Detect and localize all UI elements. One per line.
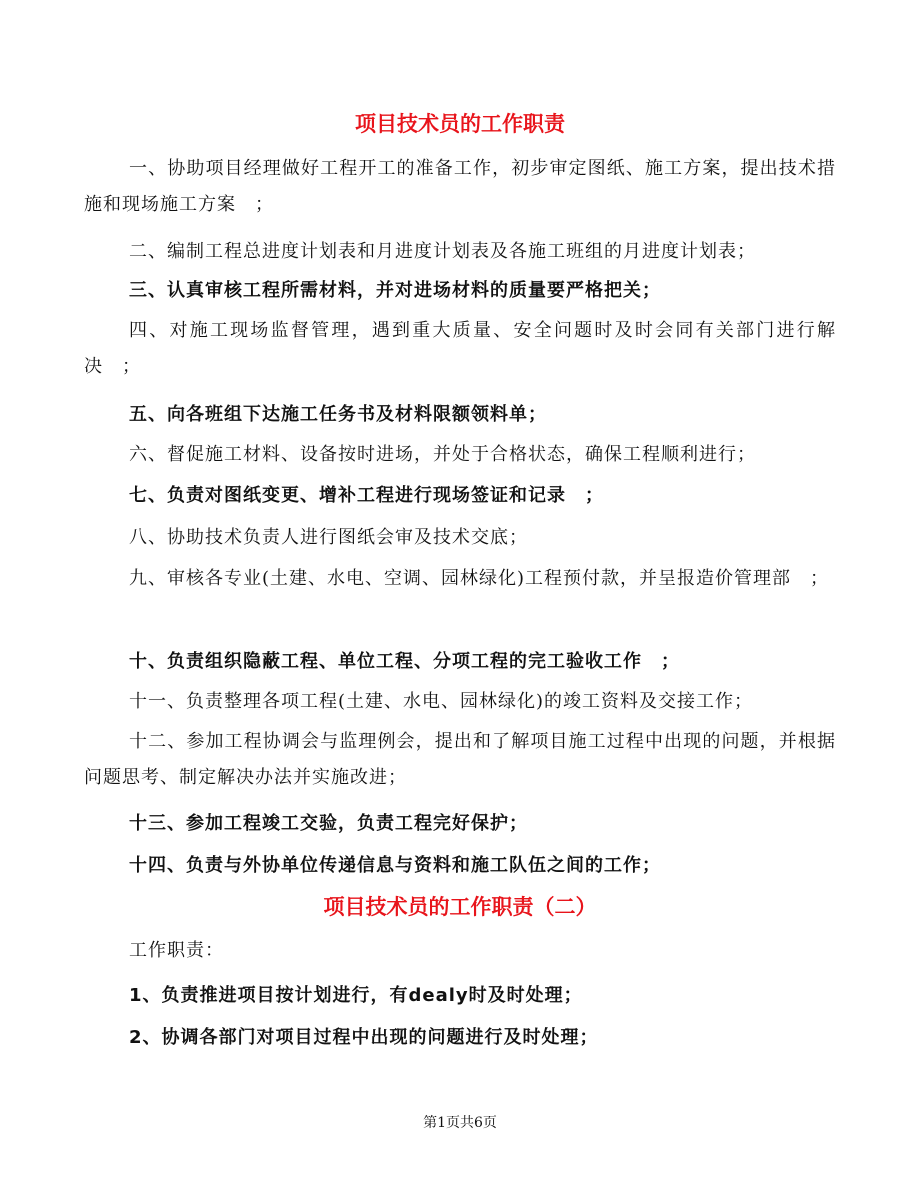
- section2-item-2: 2、协调各部门对项目过程中出现的问题进行及时处理；: [129, 1027, 599, 1048]
- duty-item-9: 九、审核各专业(土建、水电、空调、园林绿化)工程预付款，并呈报造价管理部 ；: [129, 568, 830, 589]
- duty-item-4: 四、对施工现场监督管理，遇到重大质量、安全问题时及时会同有关部门进行解决 ；: [84, 320, 836, 377]
- document-title: 项目技术员的工作职责: [355, 112, 565, 136]
- section2-item-1: 1、负责推进项目按计划进行，有dealy时及时处理；: [129, 985, 583, 1006]
- duty-item-10: 十、负责组织隐蔽工程、单位工程、分项工程的完工验收工作 ；: [129, 651, 680, 672]
- duty-item-3: 三、认真审核工程所需材料，并对进场材料的质量要严格把关；: [129, 280, 661, 301]
- duty-item-5: 五、向各班组下达施工任务书及材料限额领料单；: [129, 404, 547, 425]
- duty-item-14: 十四、负责与外协单位传递信息与资料和施工队伍之间的工作；: [129, 855, 661, 876]
- duty-item-8: 八、协助技术负责人进行图纸会审及技术交底；: [129, 527, 528, 548]
- page-number: 第1页共6页: [423, 1115, 497, 1131]
- duty-item-11: 十一、负责整理各项工程(土建、水电、园林绿化)的竣工资料及交接工作；: [129, 691, 754, 712]
- duty-item-7: 七、负责对图纸变更、增补工程进行现场签证和记录 ；: [129, 485, 604, 506]
- duty-item-2: 二、编制工程总进度计划表和月进度计划表及各施工班组的月进度计划表；: [129, 241, 756, 262]
- duty-item-6: 六、督促施工材料、设备按时进场，并处于合格状态，确保工程顺利进行；: [129, 444, 756, 465]
- duty-item-12: 十二、参加工程协调会与监理例会，提出和了解项目施工过程中出现的问题，并根据问题思考、制定解决办法并实施改进；: [84, 731, 836, 788]
- section2-heading: 工作职责：: [129, 940, 224, 961]
- duty-item-13: 十三、参加工程竣工交验，负责工程完好保护；: [129, 813, 528, 834]
- section-title-2: 项目技术员的工作职责（二）: [323, 895, 597, 919]
- duty-item-1: 一、协助项目经理做好工程开工的准备工作，初步审定图纸、施工方案，提出技术措施和现场施工方案 ；: [84, 158, 836, 215]
